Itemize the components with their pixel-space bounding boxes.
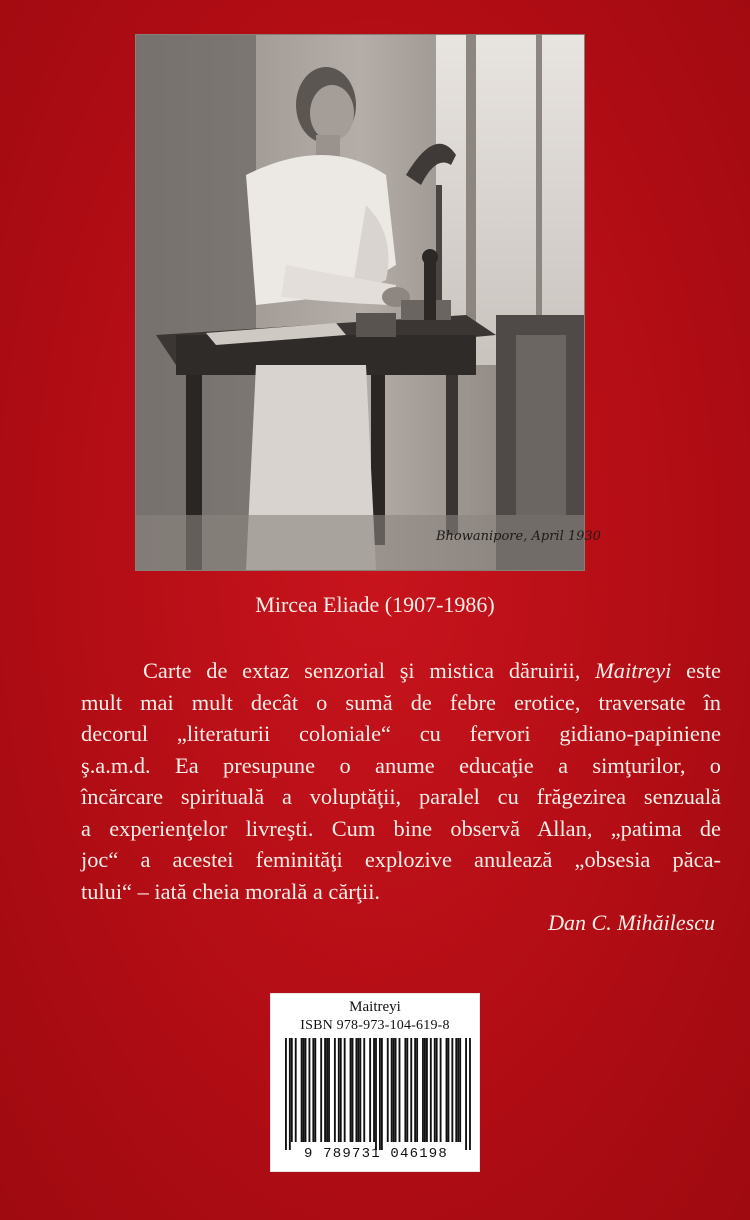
photo-inscription: Bhowanipore, April 1930 [436,529,601,544]
barcode-bar [459,1038,461,1142]
barcode-bar [303,1038,305,1142]
barcode-bar [455,1038,457,1142]
barcode-bar [344,1038,346,1142]
blurb-line: decorul „literaturii coloniale“ cu fervori gidiano-papiniene [81,721,721,746]
isbn-number: ISBN 978-973-104-619-8 [300,1018,450,1033]
barcode-bar [440,1038,442,1142]
barcode-bar [338,1038,340,1142]
blurb-line: joc“ a acestei feminităţi explozive anulează „obsesia păca- [81,847,721,872]
blurb-line: mult mai mult decât o sumă de febre erotice, traversate în [81,689,721,715]
barcode-bar [369,1038,371,1142]
barcode-bar [324,1038,326,1142]
barcode-bar [379,1038,381,1150]
barcode-bar [422,1038,424,1142]
barcode-bar [446,1038,448,1142]
barcode-bar [328,1038,330,1142]
barcode-bar [291,1038,293,1142]
portrait-photo-icon [136,35,601,570]
blurb-line [81,655,721,687]
barcode-bar [410,1038,412,1142]
barcode-bar [301,1038,303,1142]
barcode-bar [320,1038,322,1142]
barcode-bar [363,1038,365,1142]
barcode-bar [381,1038,383,1150]
barcode-bar [375,1038,377,1150]
barcode-bar [465,1038,467,1150]
blurb-text: Carte de extaz senzorial şi mistica dăruirii, [143,658,596,683]
barcode-bar [404,1038,406,1142]
blurb-line: încărcare spirituală a voluptăţii, paralel cu frăgezirea senzuală [81,784,721,809]
barcode-bar [416,1038,418,1142]
blurb-line: ş.a.m.d. Ea presupune o anume educaţie a simţurilor, o [81,752,721,778]
book-title-italic: Maitreyi [595,658,672,683]
barcode-bar [373,1038,375,1142]
barcode-digits: 9 789731 046198 [303,1146,449,1162]
barcode-bar [387,1038,389,1142]
barcode-bar [436,1038,438,1142]
blurb-author: Dan C. Mihăilescu [548,910,715,935]
barcode-bar [399,1038,401,1142]
barcode-bar [314,1038,316,1142]
barcode-bar [395,1038,397,1142]
barcode-bar [289,1038,291,1150]
blurb-text: este [671,658,721,683]
blurb-line: tului“ – iată cheia morală a cărţii. [81,878,381,904]
barcode-bar [430,1038,432,1142]
barcode-icon [285,1038,471,1150]
barcode-bar [469,1038,471,1150]
barcode-bar [406,1038,408,1142]
barcode-bar [457,1038,459,1142]
barcode-book-title: Maitreyi [349,999,401,1015]
blurb-line: a experienţelor livreşti. Cum bine observă Allan, „patima de [81,815,721,841]
barcode-bar [434,1038,436,1142]
barcode-bar [393,1038,395,1142]
barcode-bar [359,1038,361,1142]
isbn-barcode-label [270,993,480,1172]
barcode-bar [295,1038,297,1142]
barcode-bar [350,1038,352,1142]
barcode-bar [357,1038,359,1142]
barcode-bar [391,1038,393,1142]
barcode-bar [308,1038,310,1142]
barcode-bar [285,1038,287,1150]
barcode-bar [340,1038,342,1142]
author-photo [136,35,601,570]
barcode-bar [426,1038,428,1142]
book-blurb [81,655,721,907]
barcode-bar [312,1038,314,1142]
barcode-bar [424,1038,426,1142]
barcode-bar [326,1038,328,1142]
photo-caption: Mircea Eliade (1907-1986) [255,592,495,617]
barcode-bar [334,1038,336,1142]
barcode-bar [355,1038,357,1142]
barcode-bar [451,1038,453,1142]
barcode-bar [305,1038,307,1142]
barcode-bar [352,1038,354,1142]
barcode-bar [448,1038,450,1142]
barcode-bar [414,1038,416,1142]
